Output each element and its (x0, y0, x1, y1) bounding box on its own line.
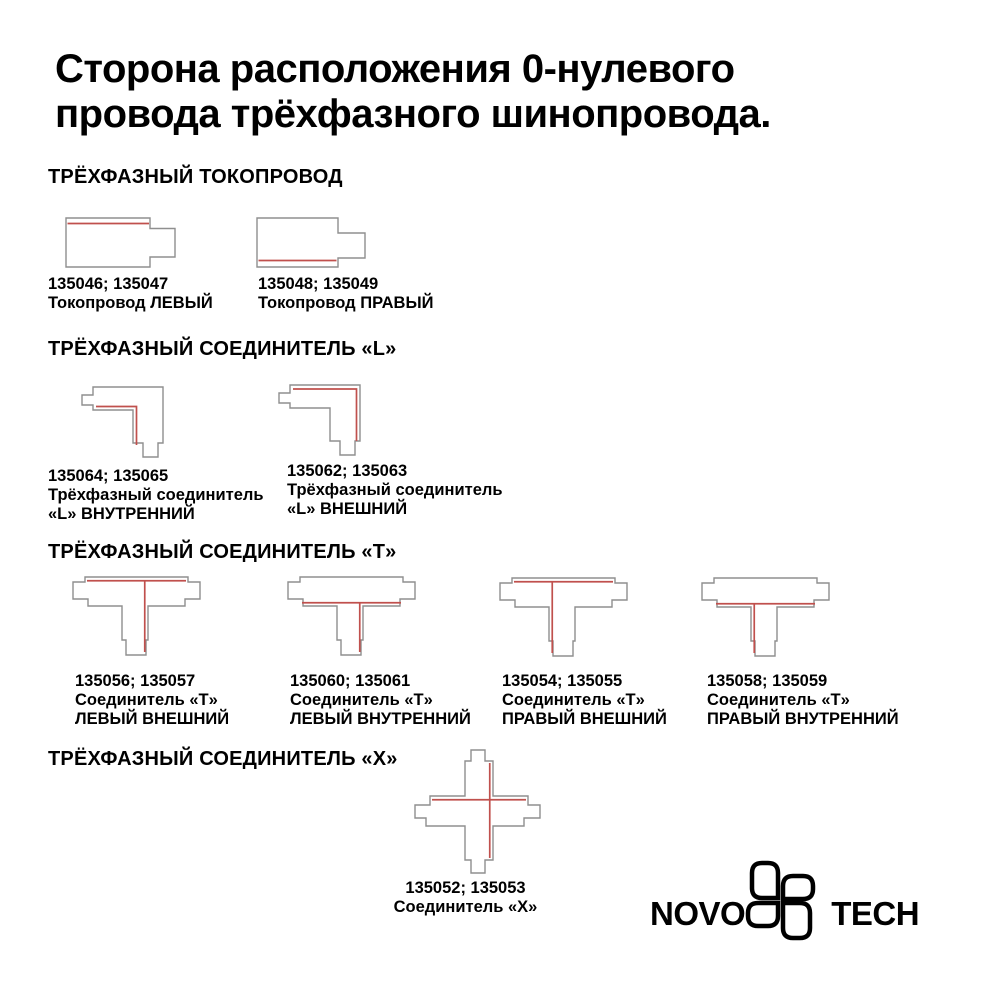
part-name: Соединитель «Х» (393, 898, 538, 916)
part-codes: 135064; 135065 (48, 467, 169, 485)
t-connector-right-external-diagram (500, 578, 627, 656)
section-heading-t-connector: ТРЁХФАЗНЫЙ СОЕДИНИТЕЛЬ «Т» (48, 541, 397, 563)
t-connector-left-internal-diagram (288, 577, 415, 655)
part-codes: 135046; 135047 (48, 275, 169, 293)
part-codes: 135056; 135057 (75, 672, 196, 690)
section-heading-feed: ТРЁХФАЗНЫЙ ТОКОПРОВОД (48, 166, 343, 188)
part-codes: 135052; 135053 (405, 879, 526, 897)
logo-text-novo: NOVO (650, 895, 746, 932)
part-codes: 135058; 135059 (707, 672, 828, 690)
t-connector-left-external-diagram (73, 577, 200, 655)
part-name-line1: Соединитель «Т» (75, 691, 218, 709)
logo-text-tech: TECH (831, 895, 920, 932)
page-title-line1: Сторона расположения 0-нулевого (55, 47, 735, 91)
x-connector-diagram (415, 750, 540, 873)
track-feed-right-diagram (257, 218, 365, 267)
l-connector-internal-diagram (82, 387, 163, 457)
part-label-t-right-internal (707, 672, 899, 729)
page-title-line2: провода трёхфазного шинопровода. (55, 92, 771, 136)
part-name-line1: Трёхфазный соединитель (48, 486, 264, 504)
part-name-line1: Соединитель «Т» (502, 691, 645, 709)
part-codes: 135048; 135049 (258, 275, 379, 293)
track-feed-left-diagram (66, 218, 175, 267)
part-label-l-internal (48, 467, 264, 524)
part-name-line1: Соединитель «Т» (707, 691, 850, 709)
part-label-t-right-external (502, 672, 667, 729)
part-codes: 135054; 135055 (502, 672, 623, 690)
part-name-line2: ЛЕВЫЙ ВНУТРЕННИЙ (290, 710, 471, 728)
part-codes: 135062; 135063 (287, 462, 408, 480)
part-name-line2: ПРАВЫЙ ВНЕШНИЙ (502, 710, 667, 728)
part-label-l-external (287, 462, 503, 519)
part-name-line2: ПРАВЫЙ ВНУТРЕННИЙ (707, 710, 899, 728)
part-label-x-connector (383, 879, 548, 917)
l-connector-external-diagram (279, 385, 360, 455)
section-heading-l-connector: ТРЁХФАЗНЫЙ СОЕДИНИТЕЛЬ «L» (48, 338, 397, 360)
part-label-t-left-external (75, 672, 229, 729)
part-name-line2: «L» ВНЕШНИЙ (287, 500, 408, 518)
novotech-logo (650, 856, 919, 948)
t-connector-right-internal-diagram (702, 578, 829, 656)
part-name-line2: «L» ВНУТРЕННИЙ (48, 505, 195, 523)
part-label-feed-left (48, 275, 213, 313)
novotech-pinwheel-icon (745, 856, 831, 948)
part-name: Токопровод ЛЕВЫЙ (48, 294, 213, 312)
part-name-line1: Трёхфазный соединитель (287, 481, 503, 499)
part-name-line2: ЛЕВЫЙ ВНЕШНИЙ (75, 710, 230, 728)
section-heading-x-connector: ТРЁХФАЗНЫЙ СОЕДИНИТЕЛЬ «Х» (48, 748, 398, 770)
part-name: Токопровод ПРАВЫЙ (258, 294, 434, 312)
part-name-line1: Соединитель «Т» (290, 691, 433, 709)
part-label-t-left-internal (290, 672, 471, 729)
page-title (55, 47, 771, 137)
part-codes: 135060; 135061 (290, 672, 411, 690)
part-label-feed-right (258, 275, 433, 313)
